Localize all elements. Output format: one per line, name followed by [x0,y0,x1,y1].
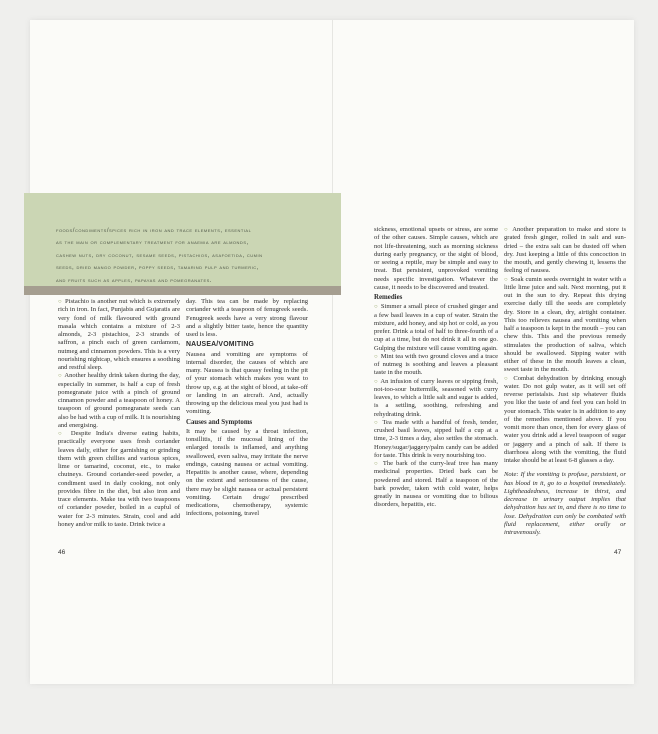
callout-line: foods/condiments/spices rich in iron and trace elements, essential [56,227,252,234]
page-number-left: 46 [58,549,66,556]
paragraph-text: Soak cumin seeds overnight in water with a little lime juice and salt. Next morning, put it out in the sun to dry. Repeat this drying exercise daily till the seeds are completely dry. Store in a clean, dry, airtight container. This too relieves nausea and vomiting when half a teaspoon is kept in the mouth – you can chew this. This and the previous remedy stimulates the production of saliva, which should be swallowed. Sipping water with either of these in the mouth leaves a clean, sweet taste in the mouth. [504,275,626,374]
paragraph-text: The bark of the curry-leaf tree has many medicinal properties. Dried bark can be powdered and stored. Half a teaspoon of the bark powder, taken with cold water, helps greatly in nausea or vomiting due to bilious disorders, hepatitis, etc. [374,460,498,509]
section-heading: NAUSEA/VOMITING [186,341,255,349]
paragraph [58,298,180,372]
paragraph-text: An infusion of curry leaves or sipping fresh, not-too-sour buttermilk, seasoned with curry leaves, to which a little salt and sugar is added, is a settling, soothing, refreshing and rehydrating drink. [374,377,499,418]
bullet-icon: ○ [58,373,62,380]
bullet-icon: ○ [58,299,62,305]
paragraph [374,303,498,353]
paragraph-text: Simmer a small piece of crushed ginger and a few basil leaves in a cup of water. Strain the mixture, add honey, and sip hot or cold, as you prefer. Drink a total of half to three-fourth of a cup at a time, but do not drink it all in one go. Gulping the mixture will cause vomiting again. [374,303,498,352]
paragraph-text: Despite India's diverse eating habits, practically everyone uses fresh coriander leaves daily, either for garnishing or grinding them with green chillies and various spices, lime or tamarind, coconut, etc., to make chutneys. Ground coriander-seed powder, a condiment used in daily cooking, not only provides fibre in the diet, but also iron and trace elements. Make tea with two teaspoons of coriander powder, boiled in a cupful of water for 2-3 minutes. Strain, cool and add honey and/or milk to taste. Drink twice a [58,430,181,528]
paragraph [58,430,180,529]
paragraph: It may be caused by a throat infection, tonsillitis, if the mucosal lining of the enlarged tonsils is inflamed, and anything swallowed, even saliva, may irritate the nerve endings, causing nausea or actual vomiting. Hepatitis is another cause, where, depending on the extent and seriousness of the cause, there may be slight nausea or actual persistent vomiting. Certain drugs/ prescribed medications, chemotherapy, systemic infections, poisoning, travel [186,427,308,518]
left-page-column-2 [186,298,308,519]
paragraph-text: Another preparation to make and store is grated fresh ginger, rolled in salt and sun-dried – the extra salt can be dusted off when dry. Just keeping a little of this concoction in the mouth, and gently chewing it, lessens the feeling of nausea. [504,226,627,275]
bullet-icon: ○ [374,353,378,360]
note-paragraph: Note: If the vomiting is profuse, persistent, or has blood in it, go to a hospital immediately. Lightheadedness, increase in thirst, and decrease in urinary output implies that dehydration has set in, and there is no time to lose. Dehydration can only be combated with fluid replacement, either orally or intravenously. [504,471,626,536]
paragraph-text: Combat dehydration by drinking enough water. Do not gulp water, as it will set off reverse peristalsis. Just sip whatever fluids you like the taste of and feel you can hold in your stomach. This water is in addition to any of the remedies mentioned above. If you vomit more than once, then for every glass of water you drink add a level teaspoon of sugar or jaggery and a pinch of salt. If there is diarrhoea along with the vomiting, the fluid intake should be at least 6-8 glasses a day. [504,374,626,464]
bullet-icon: ○ [374,419,379,426]
callout-divider-bar [24,286,341,295]
page-gutter [332,20,333,684]
page-number-right: 47 [614,549,622,556]
paragraph-text: Pistachio is another nut which is extremely rich in iron. In fact, Punjabis and Gujaratis are very fond of milk flavoured with ground masala which contains a mixture of 2-3 almonds, 2-3 pistachios, 2-3 strands of saffron, a pinch each of green cardamom, nutmeg and cinnamon powders. This is a very nourishing nightcap, which ensures a soothing and restful sleep. [58,298,180,371]
bullet-icon: ○ [504,227,509,233]
paragraph [374,460,498,510]
right-page-column-2 [504,226,626,537]
paragraph-text: Mint tea with two ground cloves and a trace of nutmeg is soothing and leaves a pleasant taste in the mouth. [374,352,499,377]
callout-line: cashew nuts, dry coconut, sesame seeds, pistachios, asafoetida, cumin [56,251,263,259]
bullet-icon: ○ [58,431,65,437]
bullet-icon: ○ [504,276,508,283]
paragraph [504,375,626,466]
paragraph-text: Tea made with a handful of fresh, tender, crushed basil leaves, sipped half a cup at a time, 2-3 times a day, also settles the stomach. Honey/sugar/jaggery/palm candy can be added for taste. This drink is very nourishing too. [374,418,498,459]
callout-line: seeds, dried mango powder, poppy seeds, tamarind pulp and turmeric, [56,264,259,272]
left-page-column-1 [58,298,180,529]
paragraph-text: Another healthy drink taken during the day, especially in summer, is half a cup of fresh pomegranate juice with a pinch of ground cinnamon powder and a teaspoon of honey. A teaspoon of ground pomegranate seeds can also be had with a cup of milk. It is nourishing and energising. [58,372,181,429]
subsection-heading: Causes and Symptoms [186,418,253,426]
callout-line: and fruits such as apples, papayas and pomegranates. [56,276,213,284]
paragraph: day. This tea can be made by replacing coriander with a teaspoon of fenugreek seeds. Fenugreek seeds have a very strong flavour and a slightly bitter taste, hence the quantity used is less. [186,298,308,338]
bullet-icon: ○ [374,461,379,468]
callout-text [56,225,326,287]
bullet-icon: ○ [504,375,510,382]
paragraph [504,226,626,276]
paragraph: sickness, emotional upsets or stress, are some of the other causes. Simple causes, which are not life-threatening, such as morning sickness during early pregnancy, or the sight of blood, or seeing a reptile, may be simple and easy to treat. But persistent, unprovoked vomiting needs specific investigation. Whatever the cause, it needs to be discovered and treated. [374,226,498,291]
paragraph [58,372,180,430]
subsection-heading: Remedies [374,294,403,301]
bullet-icon: ○ [374,304,378,311]
right-page-column-1 [374,226,498,510]
paragraph [374,378,498,419]
bullet-icon: ○ [374,378,378,385]
paragraph [504,276,626,375]
callout-line: as the main or complementary treatment for anaemia are almonds, [56,239,249,247]
paragraph [374,419,498,460]
paragraph [374,353,498,378]
paragraph: Nausea and vomiting are symptoms of internal disorder, the causes of which are many. Nausea is that queasy feeling in the pit of your stomach which makes you want to throw up, e.g. at the sight of blood, at take-off or landing in an aircraft. And, actually throwing up the delicious meal you just had is vomiting. [186,350,308,416]
